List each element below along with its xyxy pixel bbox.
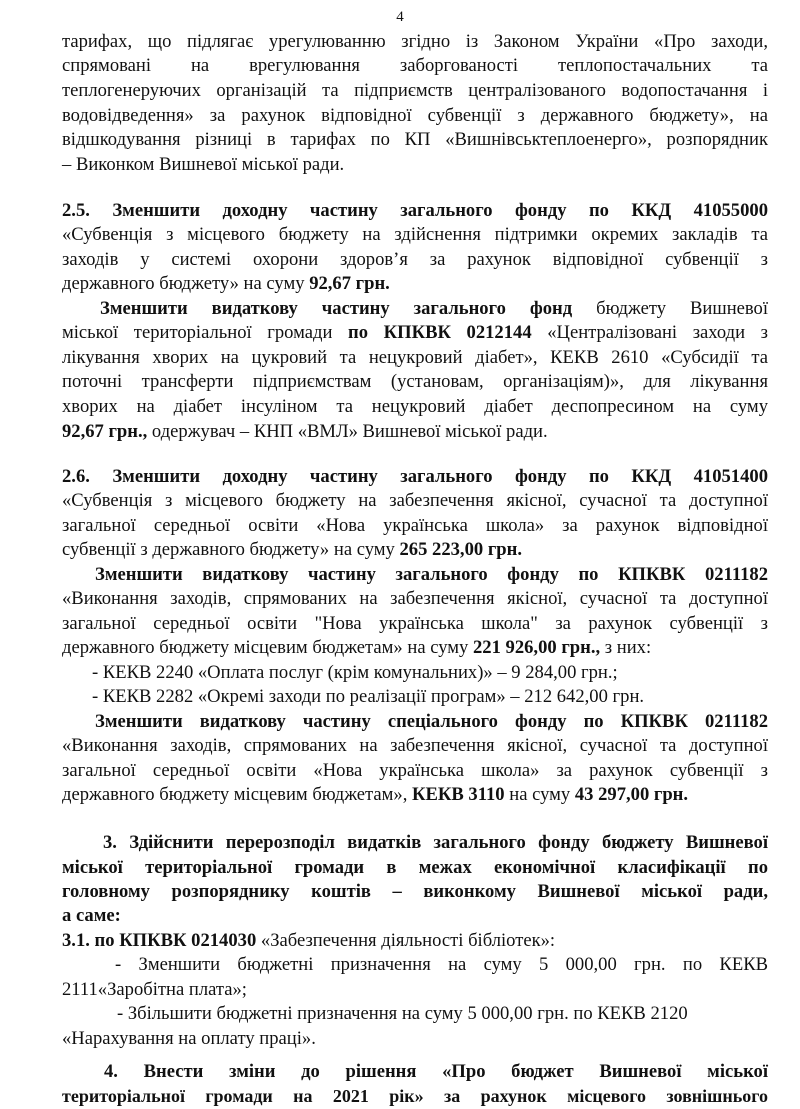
text-line: 92,67 грн., одержувач – КНП «ВМЛ» Вишневої міської ради. [62,421,548,442]
section-2-6-heading: 2.6. Зменшити доходну частину загального фонду по ККД 41051400 [62,466,768,487]
text-line: водовідведення» за рахунок відповідної субвенції з державного бюджету», на [62,105,768,126]
text-line: «Нарахування на оплату праці». [62,1028,316,1049]
section-2-5-heading: 2.5. Зменшити доходну частину загального фонду по ККД 41055000 [62,200,768,221]
text-line: загальної середньої освіти «Нова українська школа» за рахунок субвенції з [62,760,768,781]
text-line: «Субвенція з місцевого бюджету на здійснення підтримки окремих закладів та [62,224,768,245]
text-line: «Виконання заходів, спрямованих на забезпечення якісної, сучасної та доступної [62,588,768,609]
text-line: загальної середньої освіти «Нова українська школа» за рахунок відповідної [62,515,768,536]
text-line: - Збільшити бюджетні призначення на суму 5 000,00 грн. по КЕКВ 2120 [117,1003,688,1024]
text-line: - Зменшити бюджетні призначення на суму 5 000,00 грн. по КЕКВ [115,954,768,975]
page-number: 4 [396,9,404,25]
section-3-heading: 3. Здійснити перерозподіл видатків загального фонду бюджету Вишневої [103,832,768,853]
text-line: субвенції з державного бюджету» на суму 265 223,00 грн. [62,539,522,560]
text-line: теплогенеруючих організацій та підприємств централізованого водопостачання і [62,80,768,101]
text-line: територіальної громади на 2021 рік» за рахунок місцевого зовнішнього [62,1086,768,1106]
text-line: головному розпоряднику коштів – виконкому Вишневої міської ради, [62,881,768,902]
list-item: - КЕКВ 2282 «Окремі заходи по реалізації програм» – 212 642,00 грн. [92,686,645,707]
text-line: державного бюджету місцевим бюджетам», КЕКВ 3110 на суму 43 297,00 грн. [62,784,689,805]
text-line: лікування хворих на цукровий та нецукровий діабет», КЕКВ 2610 «Субсидії та [62,347,768,368]
text-line: заходів у системі охорони здоров’я за рахунок відповідної субвенції з [62,249,768,270]
list-item: - КЕКВ 2240 «Оплата послуг (крім комунальних)» – 9 284,00 грн.; [92,662,618,683]
text-line: Зменшити видаткову частину спеціального фонду по КПКВК 0211182 [95,711,768,732]
text-line: «Виконання заходів, спрямованих на забезпечення якісної, сучасної та доступної [62,735,768,756]
text-line: Зменшити видаткову частину загального фонду по КПКВК 0211182 [95,564,768,585]
text-line: тарифах, що підлягає урегулюванню згідно із Законом України «Про заходи, [62,31,768,52]
text-line: 2111«Заробітна плата»; [62,979,247,1000]
text-line: – Виконком Вишневої міської ради. [62,154,345,175]
text-line: державного бюджету» на суму 92,67 грн. [62,273,390,294]
text-line: а саме: [62,905,121,926]
text-line: відшкодування різниці в тарифах по КП «Вишнівськтеплоенерго», розпорядник [62,129,768,150]
text-line: спрямовані на врегулювання заборгованості теплопостачальних та [62,55,768,76]
text-line: Зменшити видаткову частину загального фонд бюджету Вишневої [100,298,769,319]
text-line: загальної середньої освіти "Нова українська школа" за рахунок субвенції з [62,613,768,634]
section-4-heading: 4. Внести зміни до рішення «Про бюджет Вишневої міської [104,1061,768,1082]
text-line: «Субвенція з місцевого бюджету на забезпечення якісної, сучасної та доступної [62,490,768,511]
text-line: державного бюджету місцевим бюджетам» на суму 221 926,00 грн., з них: [62,637,652,658]
text-line: міської територіальної громади в межах економічної класифікації по [62,857,768,878]
text-line: хворих на діабет інсуліном та нецукровий діабет деспопресином на суму [62,396,768,417]
text-line: поточні трансферти підприємствам (установам, організаціям)», для лікування [62,371,768,392]
section-3-1-heading: 3.1. по КПКВК 0214030 «Забезпечення діяльності бібліотек»: [62,930,556,951]
text-line: міської територіальної громади по КПКВК 0212144 «Централізовані заходи з [62,322,768,343]
